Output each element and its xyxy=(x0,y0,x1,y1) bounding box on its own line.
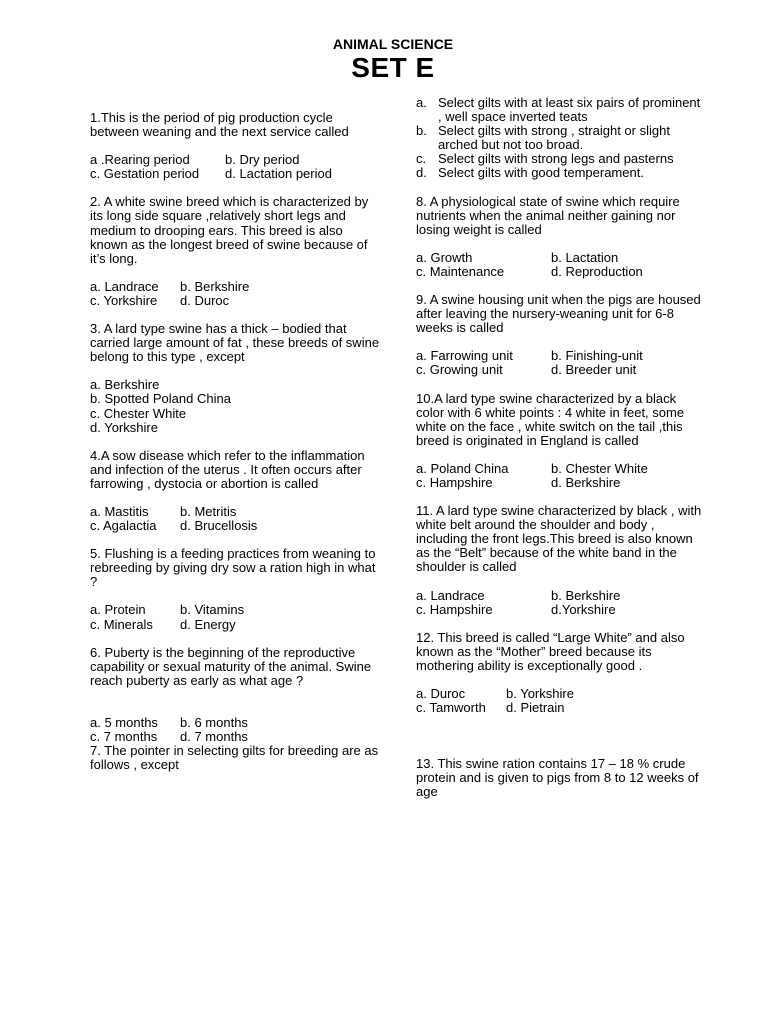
question-10: 10.A lard type swine characterized by a black color with 6 white points : 4 white in feet, some white on the face , white switch on the tail ,this breed is originated in England is called xyxy=(416,390,685,448)
question-9-options xyxy=(416,349,706,377)
option: b. Chester White xyxy=(551,460,648,476)
question-4: 4.A sow disease which refer to the inflammation and infection of the uterus . It often occurs after farrowing , dystocia or abortion is called xyxy=(90,447,365,491)
left-column xyxy=(90,111,380,772)
question-8-options xyxy=(416,251,706,279)
option: c. Minerals xyxy=(90,616,153,632)
question-9: 9. A swine housing unit when the pigs are housed after leaving the nursery-weaning unit for 6-8 weeks is called xyxy=(416,292,701,336)
right-column xyxy=(416,96,706,799)
list-item: c. Select gilts with strong legs and pasterns xyxy=(416,151,674,167)
option: d. Duroc xyxy=(180,292,230,308)
option: a. Poland China xyxy=(416,460,509,476)
option: b. Lactation xyxy=(551,249,619,265)
question-13: 13. This swine ration contains 17 – 18 % crude protein and is given to pigs from 8 to 12 weeks of age xyxy=(416,756,699,800)
option: b. Finishing-unit xyxy=(551,348,643,364)
option: b. Metritis xyxy=(180,503,237,519)
option: a. Landrace xyxy=(90,278,159,294)
list-item: d. Select gilts with good temperament. xyxy=(416,165,644,181)
question-12-options xyxy=(416,687,706,715)
option: d. Energy xyxy=(180,616,236,632)
option: d. Lactation period xyxy=(225,166,332,182)
question-5: 5. Flushing is a feeding practices from weaning to rebreeding by giving dry sow a ration high in what ? xyxy=(90,546,376,590)
option: b. Berkshire xyxy=(551,587,621,603)
option: c. Tamworth xyxy=(416,700,486,716)
question-12: 12. This breed is called “Large White” and also known as the “Mother” breed because its mothering ability is exceptionally good . xyxy=(416,629,685,673)
question-11-options xyxy=(416,589,706,617)
option: a. Landrace xyxy=(416,587,485,603)
question-3-options xyxy=(90,378,380,434)
subject-heading: ANIMAL SCIENCE xyxy=(332,36,454,52)
option: b. Spotted Poland China xyxy=(90,391,231,407)
option: b. Vitamins xyxy=(180,602,245,618)
option: b. Dry period xyxy=(225,152,300,168)
question-6: 6. Puberty is the beginning of the reproductive capability or sexual maturity of the animal. Swine reach puberty as early as what age ? xyxy=(90,644,372,688)
question-6-options xyxy=(90,716,380,744)
list-item: a. Select gilts with at least six pairs of prominent , well space inverted teats xyxy=(416,95,701,125)
question-10-options xyxy=(416,462,706,490)
option: a .Rearing period xyxy=(90,152,190,168)
option: c. Hampshire xyxy=(416,601,493,617)
option: c. Maintenance xyxy=(416,263,505,279)
option: c. Gestation period xyxy=(90,166,200,182)
option: d. 7 months xyxy=(180,729,248,744)
option: c. Chester White xyxy=(90,405,187,421)
option: a. Farrowing unit xyxy=(416,348,513,364)
option: b. Yorkshire xyxy=(506,686,574,701)
option: d. Berkshire xyxy=(551,474,621,490)
set-heading: SET E xyxy=(351,52,435,83)
option: d. Breeder unit xyxy=(551,362,637,378)
question-4-options xyxy=(90,505,380,533)
option: b. Berkshire xyxy=(180,278,250,294)
option: d. Reproduction xyxy=(551,263,643,279)
question-7: 7. The pointer in selecting gilts for breeding are as follows , except xyxy=(90,743,379,773)
option: d. Pietrain xyxy=(506,700,565,716)
question-8: 8. A physiological state of swine which require nutrients when the animal neither gaining nor losing weight is called xyxy=(416,193,680,237)
question-5-options xyxy=(90,603,380,631)
option: c. Agalactia xyxy=(90,518,157,534)
question-7-options xyxy=(416,96,706,181)
question-1-options xyxy=(90,153,380,181)
option: b. 6 months xyxy=(180,714,248,730)
question-1: 1.This is the period of pig production cycle between weaning and the next service called xyxy=(90,110,349,140)
option: a. 5 months xyxy=(90,714,158,730)
question-11: 11. A lard type swine characterized by black , with white belt around the shoulder and body , including the front legs.This breed is also known as the “Belt” because of the white band in the shoulder is called xyxy=(416,503,702,575)
option: a. Mastitis xyxy=(90,503,149,519)
question-2: 2. A white swine breed which is characterized by its long side square ,relatively short legs and medium to drooping ears. This breed is also known as the longest breed of swine because of it’s long. xyxy=(90,194,369,266)
option: c. Growing unit xyxy=(416,362,503,378)
option: a. Duroc xyxy=(416,686,466,701)
option: a. Berkshire xyxy=(90,377,160,393)
option: d. Brucellosis xyxy=(180,518,258,534)
question-3: 3. A lard type swine has a thick – bodied that carried large amount of fat , these breeds of swine belong to this type , except xyxy=(90,321,380,365)
question-2-options xyxy=(90,280,380,308)
option: c. 7 months xyxy=(90,729,158,744)
option: c. Hampshire xyxy=(416,474,493,490)
option: c. Yorkshire xyxy=(90,292,158,308)
list-item: b. Select gilts with strong , straight or slight arched but not too broad. xyxy=(416,123,670,153)
option: d. Yorkshire xyxy=(90,419,158,435)
option: a. Growth xyxy=(416,249,473,265)
option: a. Protein xyxy=(90,602,146,618)
option: d.Yorkshire xyxy=(551,601,616,617)
